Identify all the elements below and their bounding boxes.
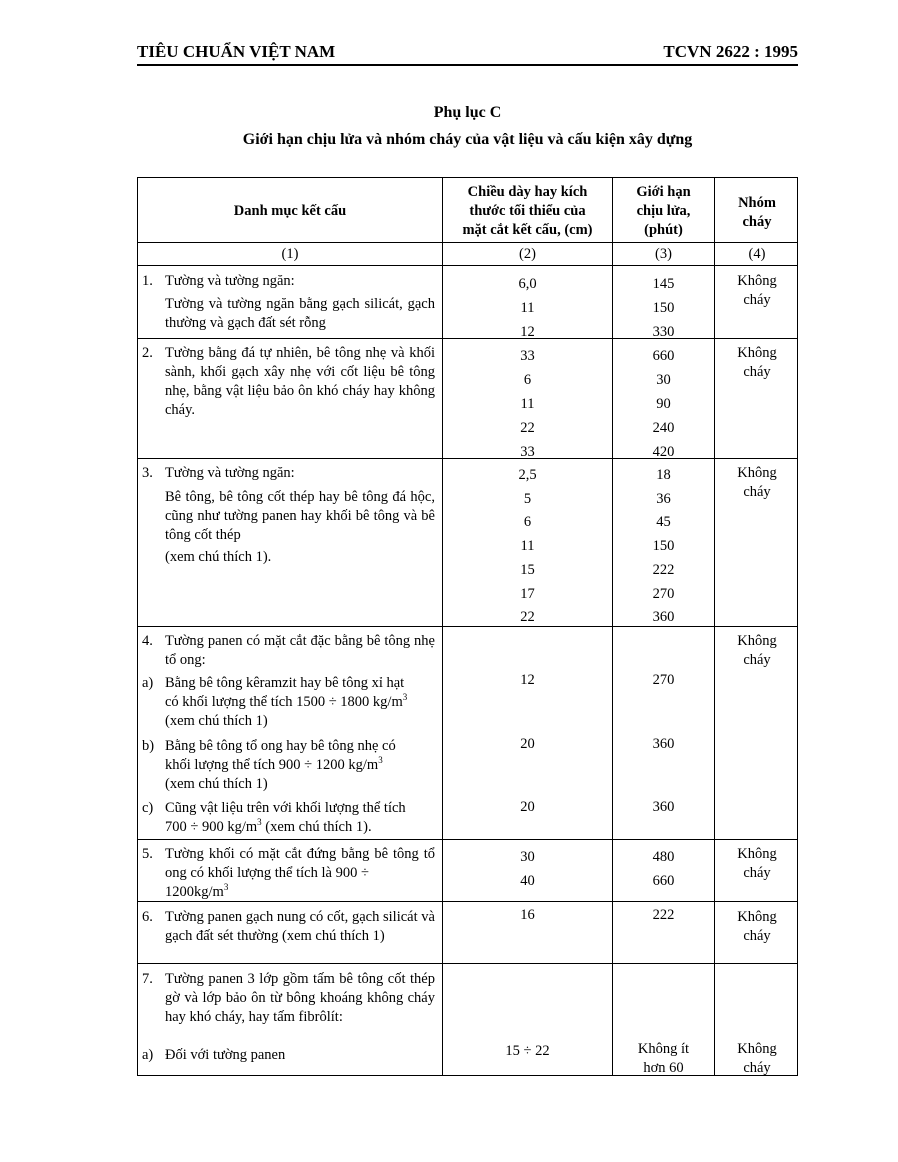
limit-value: 360 (652, 736, 675, 752)
fire-group: Không cháy (737, 909, 777, 944)
row-number: 7. (142, 971, 153, 987)
item-label: b) (142, 738, 155, 754)
limit-value: Không ít hơn 60 (637, 1041, 690, 1076)
col-number: (1) (281, 246, 299, 262)
limit-values: 660 30 90 240 420 (652, 348, 675, 460)
row-number: 2. (142, 345, 153, 361)
row-description: Tường và tường ngăn bằng gạch silicát, gạch thường và gạch đất sét rỗng (165, 296, 435, 331)
fire-group: Không cháy (737, 345, 777, 380)
item-text: Bằng bê tông tổ ong hay bê tông nhẹ có khối lượng thể tích 900 ÷ 1200 $kg/m^3$ (xem chú thích 1) (165, 738, 396, 792)
size-values: 6,0 11 12 (518, 276, 537, 340)
size-value: 20 (520, 736, 535, 752)
row-divider (138, 242, 797, 243)
header-min-size: Chiều dày hay kích thước tối thiểu của mặt cắt kết cấu, (cm) (462, 184, 593, 238)
row-number: 4. (142, 633, 153, 649)
fire-group: Không cháy (737, 1041, 777, 1076)
limit-value: 360 (652, 799, 675, 815)
header-structure-list: Danh mục kết cấu (233, 203, 347, 219)
row-title: Tường panen 3 lớp gồm tấm bê tông cốt thép gờ và lớp bảo ôn từ bông khoáng không cháy hay khó cháy, hay tấm fibrôlít: (165, 971, 435, 1025)
col-number: (4) (748, 246, 766, 262)
row-divider (138, 839, 797, 840)
col-number: (2) (519, 246, 536, 262)
item-text: Cũng vật liệu trên với khối lượng thể tích 700 ÷ 900 $kg/m^3$ (xem chú thích 1). (165, 800, 406, 835)
col-number: (3) (655, 246, 672, 262)
row-title: Tường và tường ngăn: (165, 465, 295, 481)
page-header (137, 42, 798, 64)
row-title: Tường khối có mặt cắt đứng bằng bê tông tổ ong có khối lượng thể tích là 900 ÷ $1200kg/m^3$ (165, 846, 435, 900)
row-number: 1. (142, 273, 153, 289)
size-value: 15 ÷ 22 (505, 1043, 550, 1059)
row-title: Tường panen gạch nung có cốt, gạch silicát và gạch đất sét thường (xem chú thích 1) (165, 909, 435, 944)
fire-resistance-table (137, 177, 798, 1076)
row-description: Bê tông, bê tông cốt thép hay bê tông đá hộc, cũng như tường panen hay khối bê tông và bê tông cốt thép (165, 489, 435, 543)
header-fire-group: Nhóm cháy (738, 195, 776, 230)
row-note: (xem chú thích 1). (165, 549, 272, 565)
fire-group: Không cháy (737, 273, 777, 308)
size-value: 16 (520, 907, 535, 923)
item-text: Đối với tường panen (165, 1047, 286, 1063)
size-value: 20 (520, 799, 535, 815)
item-label: c) (142, 800, 154, 816)
size-value: 12 (520, 672, 535, 688)
header-fire-limit: Giới hạn chịu lửa, (phút) (636, 184, 691, 238)
item-label: a) (142, 1047, 154, 1063)
row-divider (138, 963, 797, 964)
fire-group: Không cháy (737, 633, 777, 668)
size-values: 2,5 5 6 11 15 17 22 (518, 467, 537, 626)
item-text: Bằng bê tông kêramzit hay bê tông xỉ hạt có khối lượng thể tích 1500 ÷ 1800 $kg/m^3$ (xem chú thích 1) (165, 675, 408, 729)
limit-value: 270 (652, 672, 675, 688)
size-values: 33 6 11 22 33 (520, 348, 535, 460)
appendix-subtitle: Giới hạn chịu lửa và nhóm cháy của vật liệu và cấu kiện xây dựng (242, 131, 693, 148)
header-standard-code: TCVN 2622 : 1995 (663, 42, 798, 61)
limit-values: 480 660 (652, 849, 675, 889)
limit-value: 222 (652, 907, 675, 923)
limit-values: 18 36 45 150 222 270 360 (652, 467, 675, 626)
appendix-title: Phụ lục C (433, 104, 502, 121)
row-title: Tường panen có mặt cắt đặc bằng bê tông nhẹ tổ ong: (165, 633, 435, 668)
row-divider (138, 265, 797, 266)
size-values: 30 40 (520, 849, 535, 889)
header-standard-name: TIÊU CHUẨN VIỆT NAM (137, 42, 336, 61)
row-number: 6. (142, 909, 153, 925)
row-title: Tường bằng đá tự nhiên, bê tông nhẹ và khối sành, khối gạch xây nhẹ với cốt liệu bê tông nhẹ, bằng vật liệu bảo ôn khó cháy hay không cháy. (165, 345, 435, 418)
fire-group: Không cháy (737, 465, 777, 500)
row-number: 3. (142, 465, 153, 481)
fire-group: Không cháy (737, 846, 777, 881)
item-label: a) (142, 675, 154, 691)
row-title: Tường và tường ngăn: (165, 273, 295, 289)
header-rule (137, 64, 798, 66)
limit-values: 145 150 330 (652, 276, 675, 340)
row-number: 5. (142, 846, 153, 862)
